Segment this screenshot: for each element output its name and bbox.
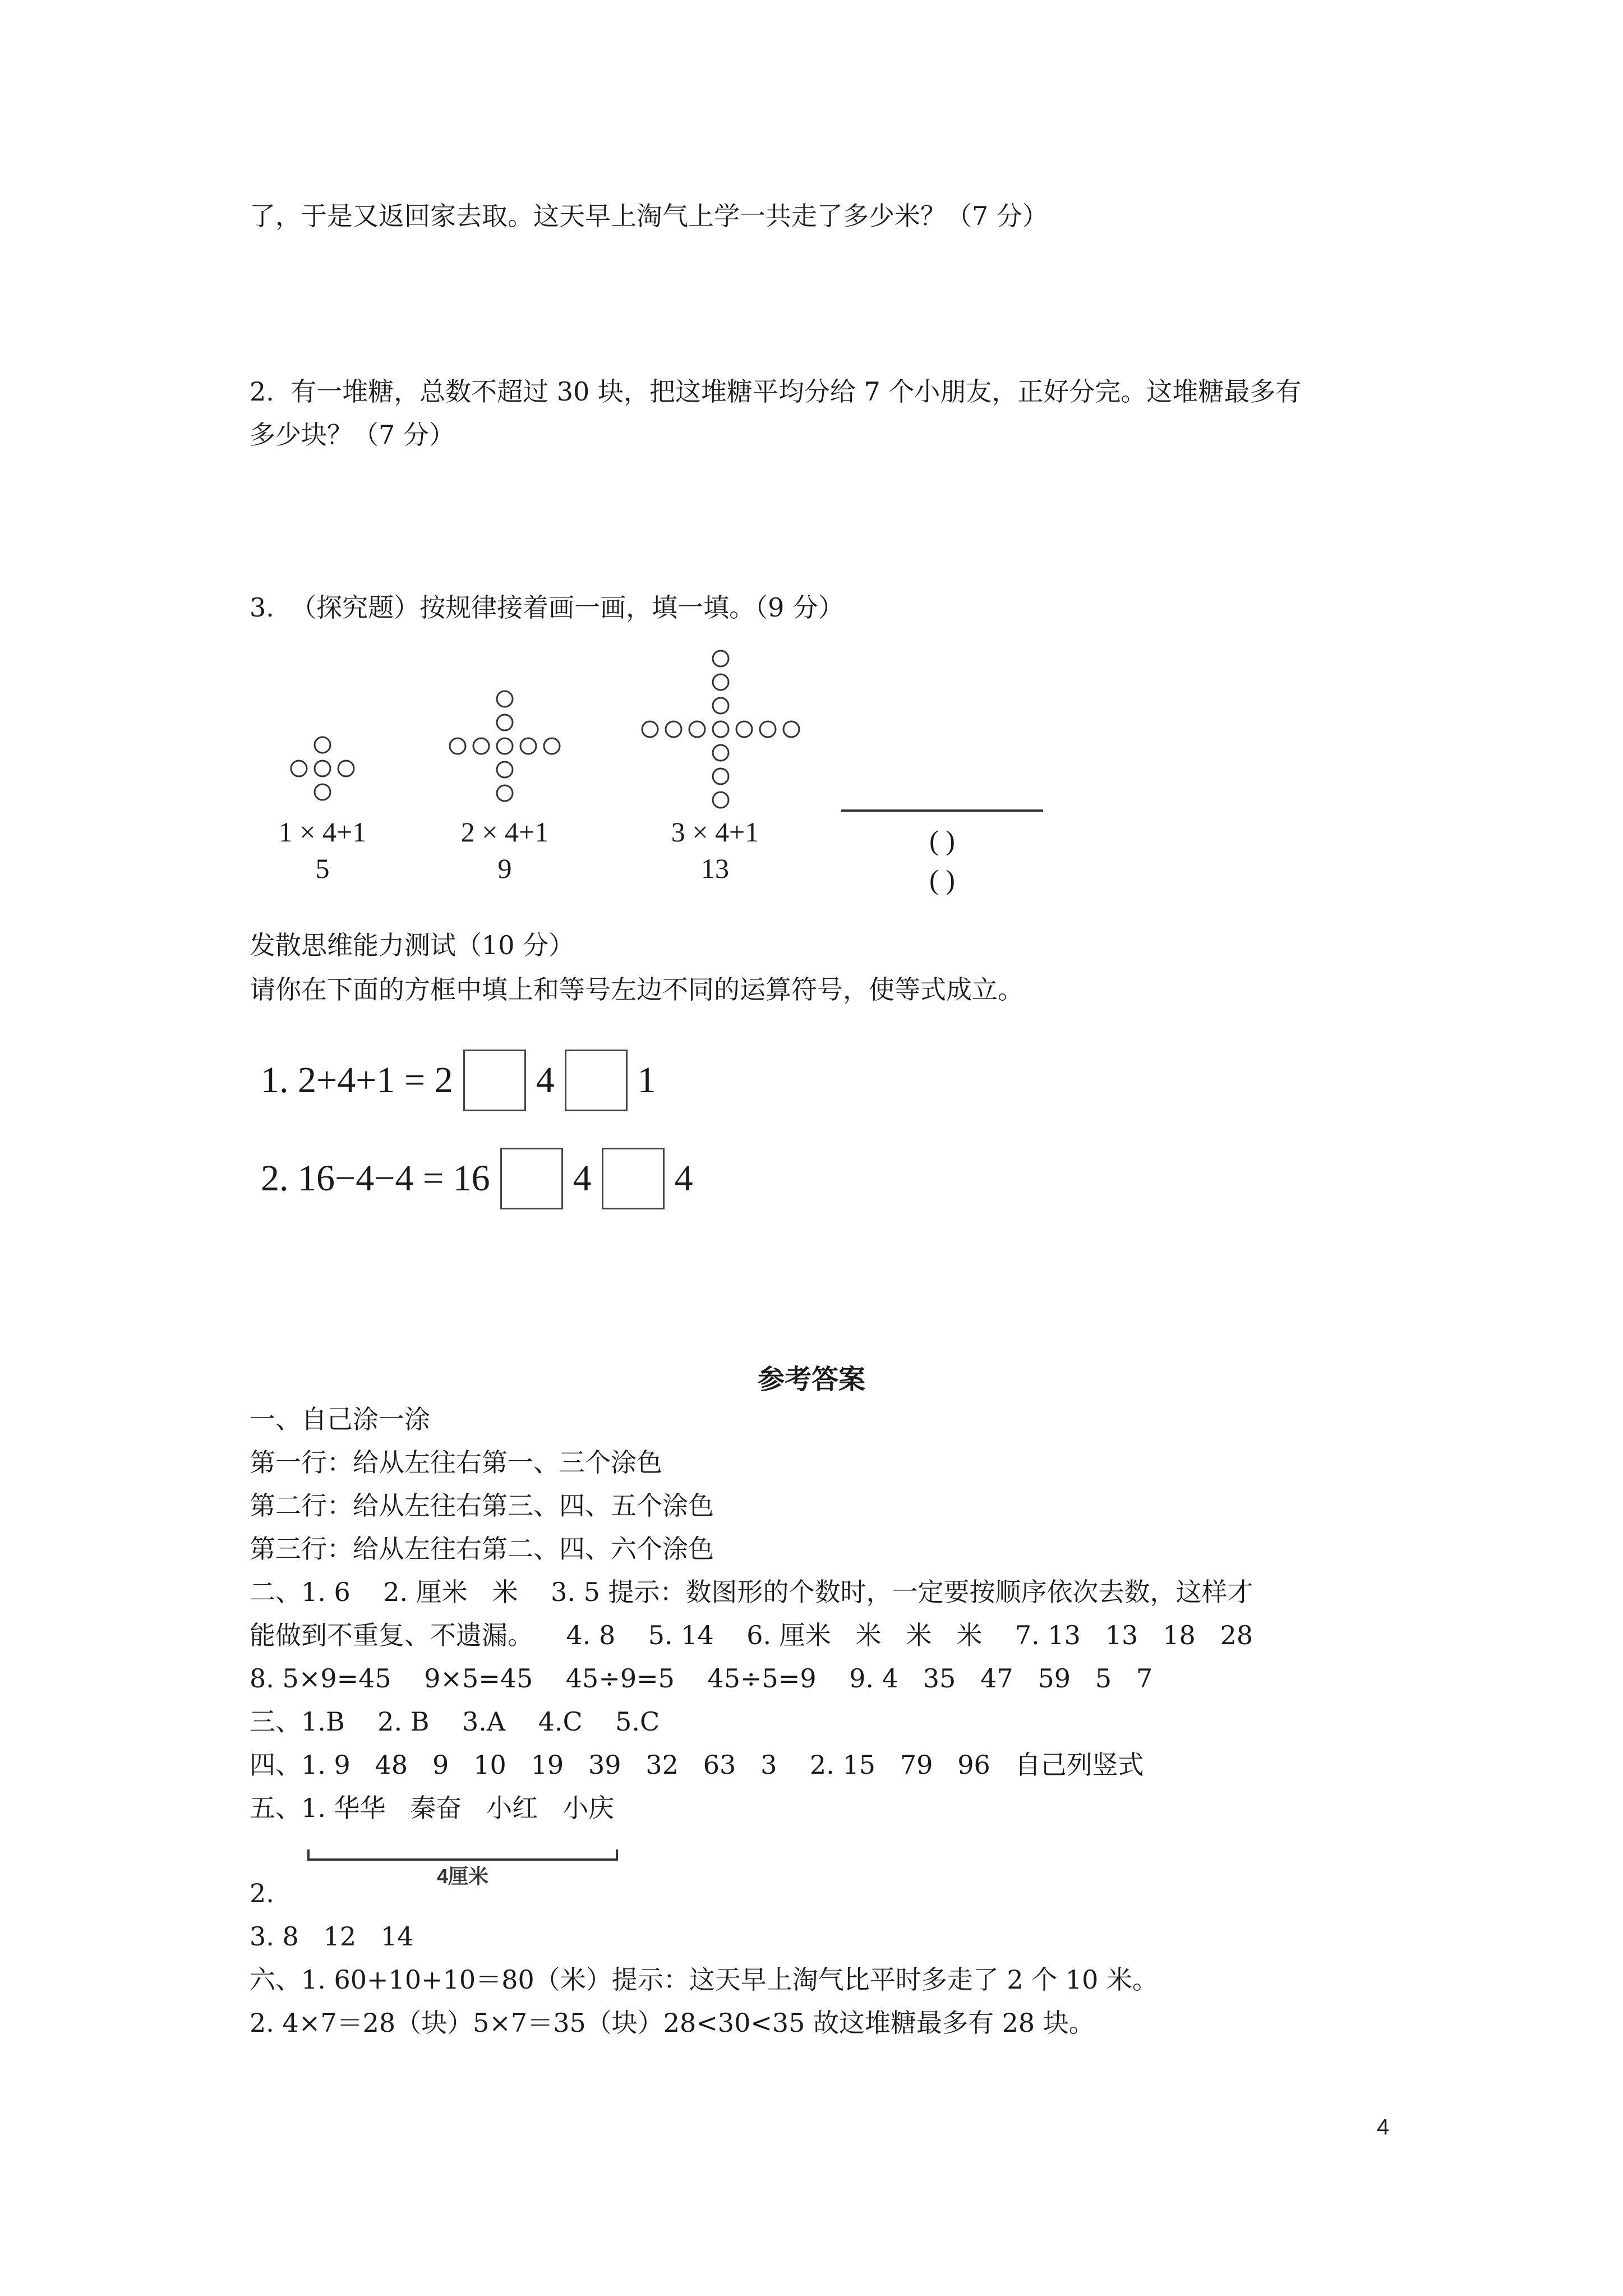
- answer-line: 第二行：给从左往右第三、四、五个涂色: [250, 1490, 714, 1521]
- problem-1-tail: 了，于是又返回家去取。这天早上淘气上学一共走了多少米？（7 分）: [250, 201, 1048, 231]
- circle-cross-2: [450, 691, 560, 801]
- circle-cross-3: [642, 651, 799, 808]
- answer-line: 三、1.B 2. B 3.A 4.C 5.C: [250, 1706, 660, 1737]
- total-3: 13: [701, 853, 729, 884]
- answer-six-2: 2. 4×7＝28（块）5×7＝35（块）28<30<35 故这堆糖最多有 28 块。: [250, 2008, 1095, 2038]
- ruler-label: 4厘米: [436, 1865, 489, 1888]
- equation-1-end: 1: [637, 1059, 656, 1101]
- page-number: 4: [1377, 2115, 1390, 2139]
- operator-box-1a[interactable]: [463, 1050, 526, 1111]
- equation-2-lhs: 2. 16−4−4 = 16: [261, 1157, 490, 1199]
- total-2: 9: [497, 853, 512, 884]
- equation-1-lhs: 1. 2+4+1 = 2: [261, 1059, 453, 1101]
- answer-line: 能做到不重复、不遗漏。 4. 8 5. 14 6. 厘米 米 米 米 7. 13 13 18 28: [250, 1620, 1253, 1650]
- answer-item-3: 3. 8 12 14: [250, 1921, 414, 1952]
- ruler-4cm-figure: [297, 1837, 634, 1888]
- answer-line: 8. 5×9=45 9×5=45 45÷9=5 45÷5=9 9. 4 35 47 59 5 7: [250, 1663, 1153, 1694]
- blank-total: ( ): [929, 864, 955, 895]
- answer-six-1: 六、1. 60+10+10＝80（米）提示：这天早上淘气比平时多走了 2 个 10 米。: [250, 1964, 1159, 1995]
- equation-1: [261, 1046, 656, 1111]
- problem-2-line-1: 2. 有一堆糖，总数不超过 30 块，把这堆糖平均分给 7 个小朋友，正好分完。这堆糖最多有: [250, 376, 1302, 407]
- equation-2: [261, 1144, 693, 1209]
- answer-line: 二、1. 6 2. 厘米 米 3. 5 提示：数图形的个数时，一定要按顺序依次去数，这样才: [250, 1577, 1253, 1607]
- answers-title: 参考答案: [757, 1364, 865, 1395]
- operator-box-2a[interactable]: [500, 1148, 563, 1209]
- total-1: 5: [315, 853, 330, 884]
- expr-2: 2 × 4+1: [460, 816, 549, 848]
- equation-2-end: 4: [674, 1157, 693, 1199]
- problem-2-line-2: 多少块？（7 分）: [250, 420, 455, 450]
- blank-expr: ( ): [929, 825, 955, 856]
- answer-line: 五、1. 华华 秦奋 小红 小庆: [250, 1793, 615, 1823]
- answer-line: 第一行：给从左往右第一、三个涂色: [250, 1447, 662, 1478]
- expr-3: 3 × 4+1: [671, 816, 759, 848]
- operator-box-2b[interactable]: [602, 1148, 665, 1209]
- operator-box-1b[interactable]: [565, 1050, 628, 1111]
- problem-3-line: 3. （探究题）按规律接着画一画，填一填。（9 分）: [250, 592, 845, 623]
- divergent-instruction: 请你在下面的方框中填上和等号左边不同的运算符号，使等式成立。: [250, 974, 1023, 1005]
- answer-item-2: 2.: [250, 1878, 274, 1908]
- equation-1-mid: 4: [536, 1059, 555, 1101]
- answer-line: 第三行：给从左往右第二、四、六个涂色: [250, 1534, 714, 1564]
- answer-line: 一、自己涂一涂: [250, 1404, 430, 1434]
- divergent-title: 发散思维能力测试（10 分）: [250, 930, 575, 960]
- equation-2-mid: 4: [573, 1157, 592, 1199]
- expr-1: 1 × 4+1: [278, 816, 367, 848]
- circle-cross-1: [291, 737, 354, 800]
- pattern-figure: [0, 645, 1623, 903]
- answer-line: 四、1. 9 48 9 10 19 39 32 63 3 2. 15 79 96 自己列竖式: [250, 1750, 1144, 1780]
